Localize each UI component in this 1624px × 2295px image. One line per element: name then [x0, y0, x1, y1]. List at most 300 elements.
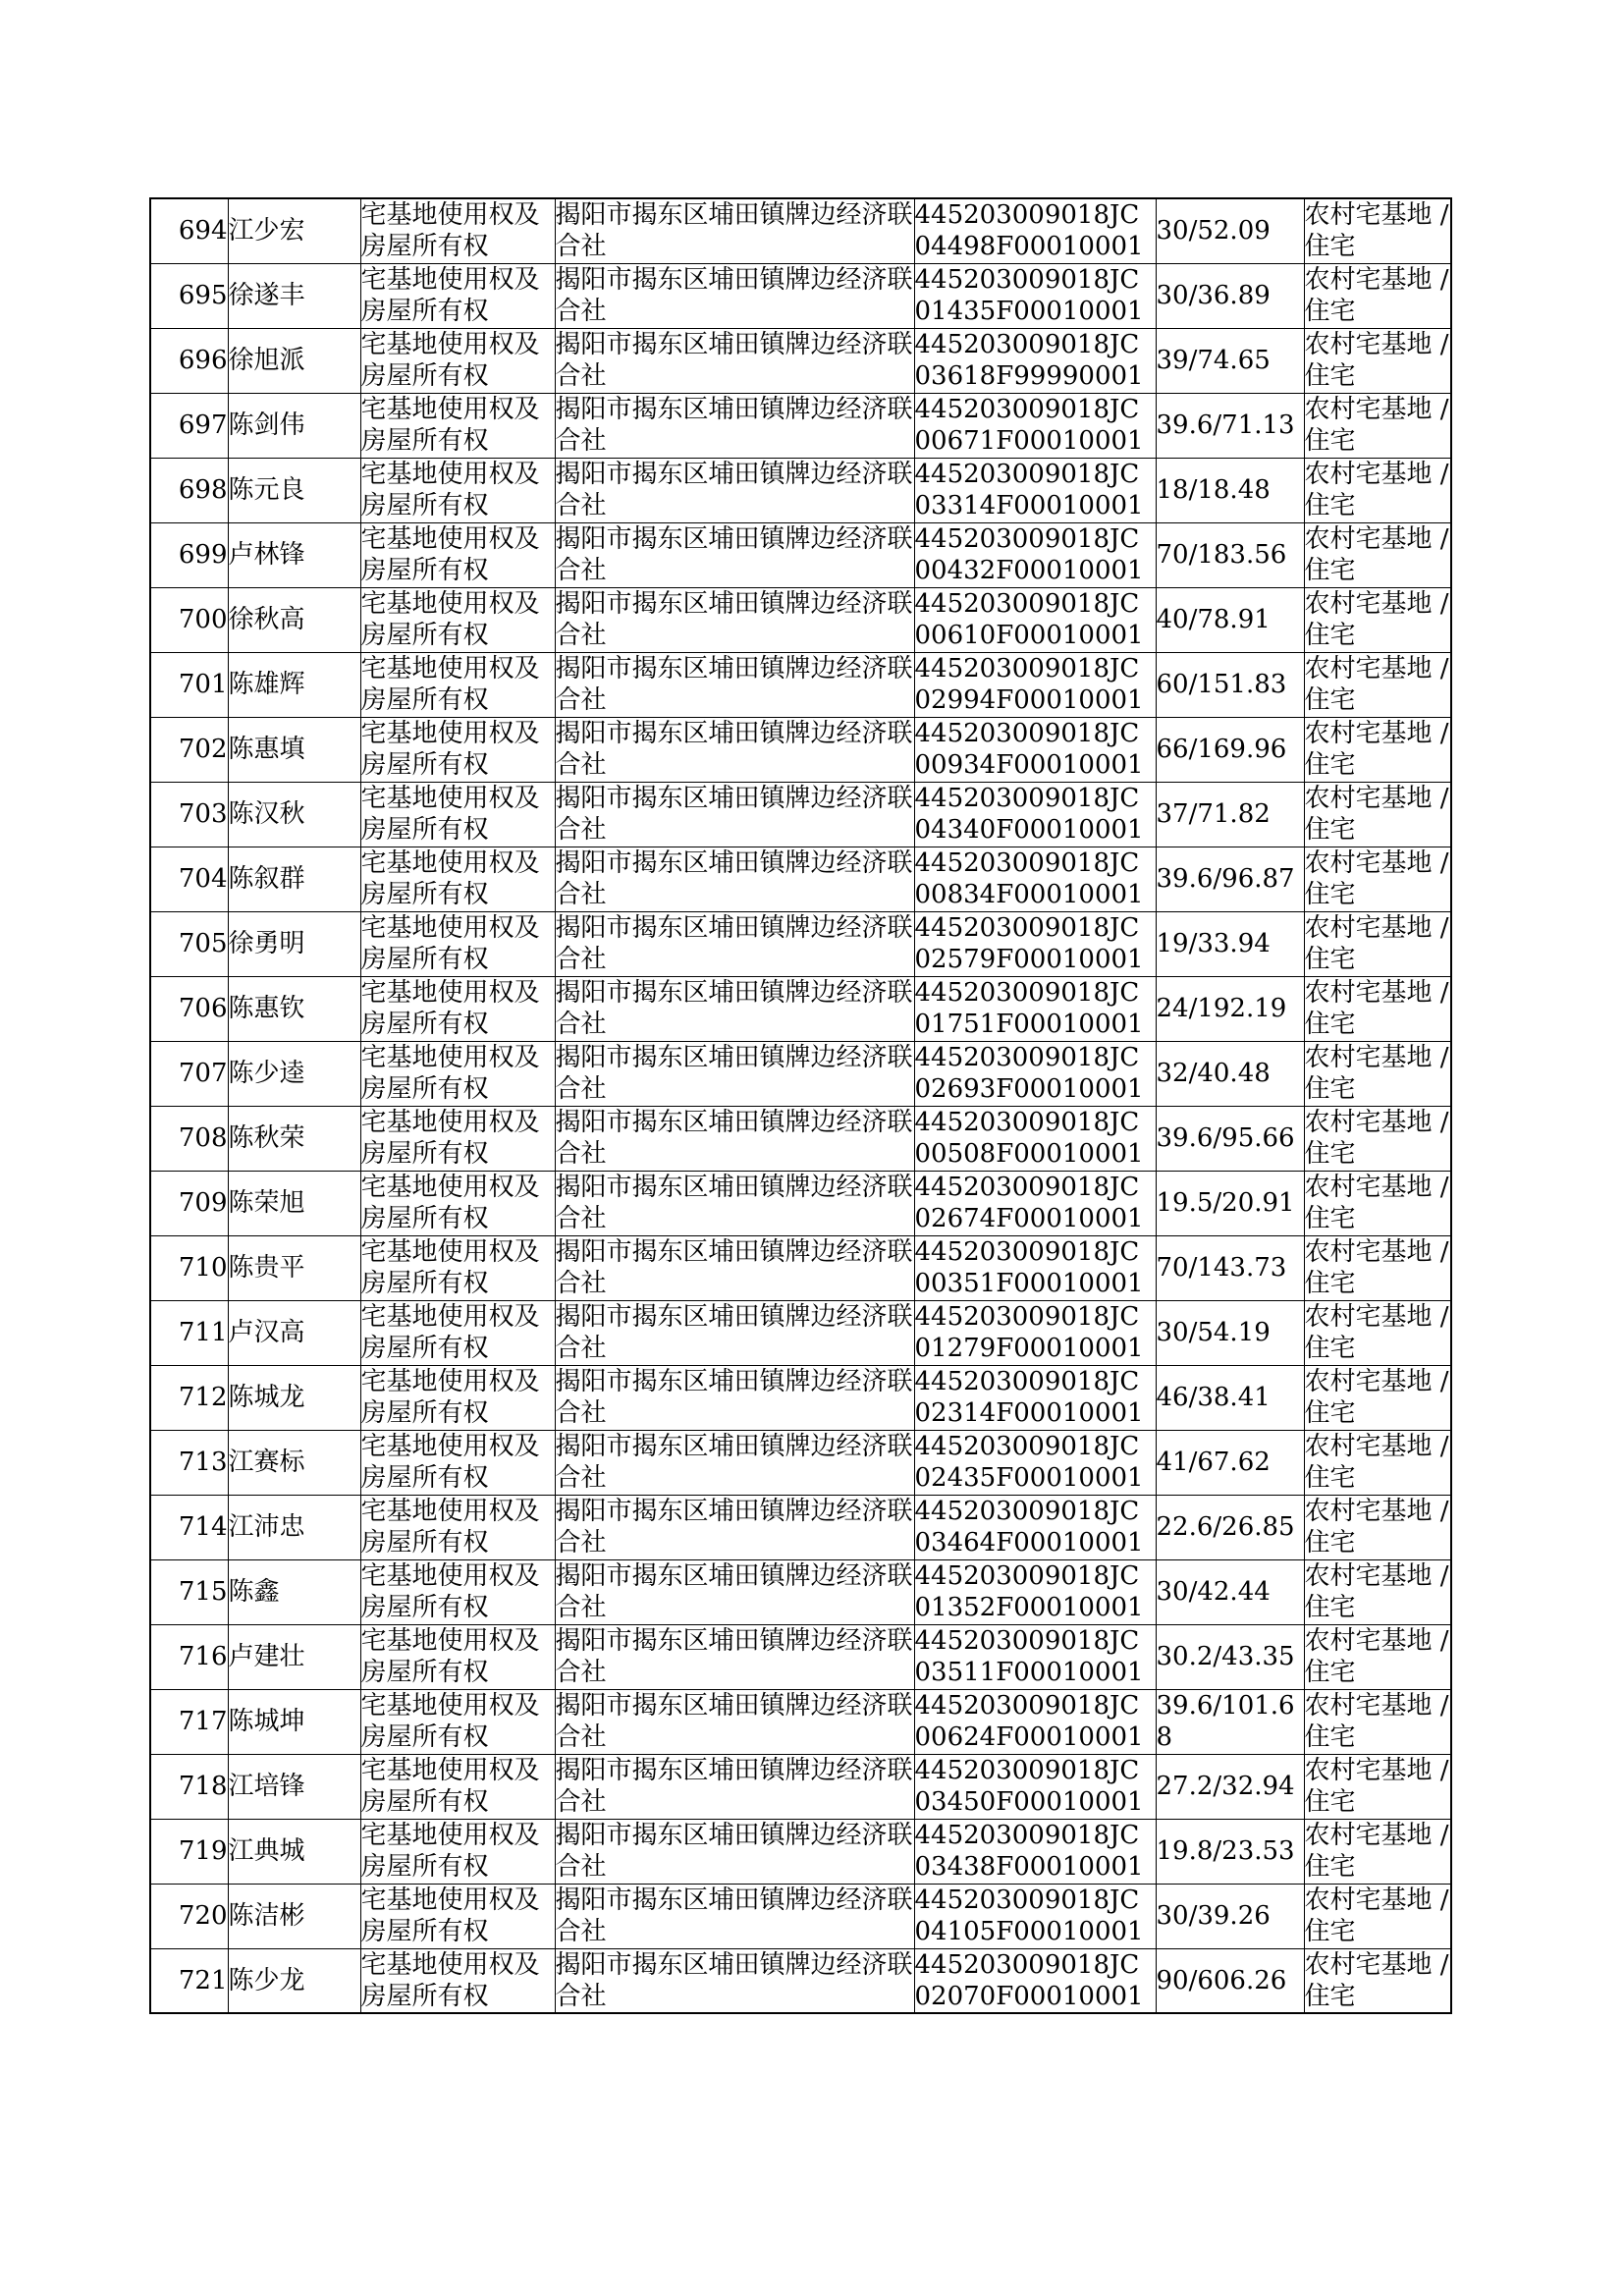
right-type-cell	[360, 328, 555, 393]
unit-code-cell	[914, 1819, 1156, 1884]
row-number-cell	[150, 198, 228, 263]
unit-code-cell	[914, 328, 1156, 393]
unit-code-text: 445203009018JC04498F00010001	[914, 200, 1144, 262]
area-cell	[1156, 522, 1304, 587]
right-type-text: 宅基地使用权及房屋所有权	[360, 330, 540, 391]
area-cell	[1156, 1430, 1304, 1495]
area-cell	[1156, 1689, 1304, 1754]
unit-code-cell	[914, 1106, 1156, 1171]
land-use-cell	[1304, 1235, 1451, 1300]
right-type-cell	[360, 717, 555, 782]
row-number-text: 716	[178, 1642, 228, 1671]
area-cell	[1156, 911, 1304, 976]
owner-name-text: 江沛忠	[228, 1512, 305, 1542]
land-use-cell	[1304, 1559, 1451, 1624]
land-use-cell	[1304, 198, 1451, 263]
location-cell	[555, 1884, 914, 1948]
right-type-cell	[360, 911, 555, 976]
right-type-text: 宅基地使用权及房屋所有权	[360, 1108, 540, 1169]
unit-code-text: 445203009018JC00671F00010001	[914, 395, 1144, 456]
land-use-text: 农村宅基地 / 住宅	[1304, 913, 1449, 974]
table-row	[150, 847, 1451, 911]
table-row	[150, 1884, 1451, 1948]
unit-code-text: 445203009018JC01435F00010001	[914, 265, 1144, 326]
row-number-cell	[150, 587, 228, 652]
location-text: 揭阳市揭东区埔田镇牌边经济联合社	[555, 1043, 913, 1104]
row-number-text: 695	[178, 281, 228, 310]
owner-name-text: 陈洁彬	[228, 1901, 305, 1931]
right-type-text: 宅基地使用权及房屋所有权	[360, 1691, 540, 1752]
row-number-cell	[150, 1559, 228, 1624]
unit-code-text: 445203009018JC00432F00010001	[914, 524, 1144, 585]
location-text: 揭阳市揭东区埔田镇牌边经济联合社	[555, 1302, 913, 1363]
area-text: 70/143.73	[1156, 1253, 1287, 1283]
area-text: 40/78.91	[1156, 605, 1271, 634]
unit-code-cell	[914, 652, 1156, 717]
land-use-cell	[1304, 1754, 1451, 1819]
row-number-text: 697	[178, 410, 228, 440]
owner-name-text: 陈雄辉	[228, 670, 305, 699]
owner-name-text: 徐旭派	[228, 346, 305, 375]
right-type-cell	[360, 1171, 555, 1235]
row-number-text: 720	[178, 1901, 228, 1931]
location-text: 揭阳市揭东区埔田镇牌边经济联合社	[555, 1691, 913, 1752]
owner-name-text: 陈叙群	[228, 864, 305, 894]
unit-code-text: 445203009018JC03511F00010001	[914, 1626, 1144, 1687]
area-cell	[1156, 1495, 1304, 1559]
location-text: 揭阳市揭东区埔田镇牌边经济联合社	[555, 1497, 913, 1557]
unit-code-cell	[914, 1884, 1156, 1948]
unit-code-cell	[914, 847, 1156, 911]
location-cell	[555, 847, 914, 911]
area-cell	[1156, 652, 1304, 717]
location-cell	[555, 393, 914, 458]
owner-name-cell	[228, 522, 360, 587]
right-type-text: 宅基地使用权及房屋所有权	[360, 1821, 540, 1882]
area-cell	[1156, 263, 1304, 328]
unit-code-text: 445203009018JC00934F00010001	[914, 719, 1144, 780]
area-text: 60/151.83	[1156, 670, 1287, 699]
land-use-text: 农村宅基地 / 住宅	[1304, 524, 1449, 585]
right-type-cell	[360, 782, 555, 847]
owner-name-cell	[228, 847, 360, 911]
right-type-text: 宅基地使用权及房屋所有权	[360, 913, 540, 974]
right-type-cell	[360, 1106, 555, 1171]
table-row	[150, 1430, 1451, 1495]
location-text: 揭阳市揭东区埔田镇牌边经济联合社	[555, 1561, 913, 1622]
row-number-text: 698	[178, 475, 228, 505]
land-use-cell	[1304, 587, 1451, 652]
table-row	[150, 458, 1451, 522]
area-cell	[1156, 1171, 1304, 1235]
row-number-text: 699	[178, 540, 228, 570]
location-text: 揭阳市揭东区埔田镇牌边经济联合社	[555, 654, 913, 715]
area-text: 39/74.65	[1156, 346, 1271, 375]
row-number-cell	[150, 1171, 228, 1235]
location-text: 揭阳市揭东区埔田镇牌边经济联合社	[555, 330, 913, 391]
row-number-text: 705	[178, 929, 228, 958]
right-type-text: 宅基地使用权及房屋所有权	[360, 848, 540, 909]
row-number-text: 713	[178, 1448, 228, 1477]
owner-name-cell	[228, 458, 360, 522]
land-use-cell	[1304, 1624, 1451, 1689]
owner-name-text: 陈少逵	[228, 1059, 305, 1088]
row-number-cell	[150, 522, 228, 587]
table-row	[150, 782, 1451, 847]
land-use-cell	[1304, 1300, 1451, 1365]
area-text: 90/606.26	[1156, 1965, 1287, 1995]
row-number-text: 696	[178, 346, 228, 375]
right-type-text: 宅基地使用权及房屋所有权	[360, 1497, 540, 1557]
location-cell	[555, 1624, 914, 1689]
owner-name-text: 陈秋荣	[228, 1123, 305, 1153]
area-text: 30/39.26	[1156, 1901, 1271, 1931]
area-text: 41/67.62	[1156, 1448, 1271, 1477]
row-number-text: 721	[178, 1965, 228, 1995]
area-cell	[1156, 587, 1304, 652]
unit-code-text: 445203009018JC02579F00010001	[914, 913, 1144, 974]
owner-name-text: 卢建壮	[228, 1642, 305, 1671]
land-use-cell	[1304, 1171, 1451, 1235]
location-cell	[555, 976, 914, 1041]
table-row	[150, 1300, 1451, 1365]
location-cell	[555, 1041, 914, 1106]
owner-name-text: 陈汉秋	[228, 799, 305, 829]
unit-code-text: 445203009018JC01352F00010001	[914, 1561, 1144, 1622]
land-use-text: 农村宅基地 / 住宅	[1304, 848, 1449, 909]
location-cell	[555, 1430, 914, 1495]
row-number-text: 701	[178, 670, 228, 699]
location-text: 揭阳市揭东区埔田镇牌边经济联合社	[555, 848, 913, 909]
unit-code-cell	[914, 1559, 1156, 1624]
row-number-text: 704	[178, 864, 228, 894]
location-text: 揭阳市揭东区埔田镇牌边经济联合社	[555, 1237, 913, 1298]
unit-code-text: 445203009018JC02994F00010001	[914, 654, 1144, 715]
unit-code-text: 445203009018JC04340F00010001	[914, 784, 1144, 845]
owner-name-cell	[228, 1365, 360, 1430]
location-cell	[555, 1819, 914, 1884]
row-number-cell	[150, 911, 228, 976]
registration-table	[149, 197, 1452, 2014]
right-type-text: 宅基地使用权及房屋所有权	[360, 460, 540, 520]
land-use-cell	[1304, 976, 1451, 1041]
area-text: 30/54.19	[1156, 1318, 1271, 1347]
owner-name-cell	[228, 911, 360, 976]
unit-code-text: 445203009018JC03450F00010001	[914, 1756, 1144, 1817]
land-use-cell	[1304, 393, 1451, 458]
land-use-cell	[1304, 1041, 1451, 1106]
row-number-cell	[150, 847, 228, 911]
unit-code-cell	[914, 458, 1156, 522]
area-cell	[1156, 328, 1304, 393]
unit-code-text: 445203009018JC02693F00010001	[914, 1043, 1144, 1104]
land-use-cell	[1304, 1365, 1451, 1430]
land-use-text: 农村宅基地 / 住宅	[1304, 1691, 1449, 1752]
land-use-text: 农村宅基地 / 住宅	[1304, 1626, 1449, 1687]
unit-code-cell	[914, 198, 1156, 263]
owner-name-cell	[228, 1884, 360, 1948]
table-row	[150, 1495, 1451, 1559]
owner-name-cell	[228, 198, 360, 263]
right-type-cell	[360, 1689, 555, 1754]
unit-code-cell	[914, 911, 1156, 976]
unit-code-cell	[914, 1041, 1156, 1106]
row-number-text: 718	[178, 1772, 228, 1801]
area-cell	[1156, 782, 1304, 847]
area-cell	[1156, 1300, 1304, 1365]
location-cell	[555, 717, 914, 782]
location-cell	[555, 1300, 914, 1365]
land-use-text: 农村宅基地 / 住宅	[1304, 654, 1449, 715]
location-text: 揭阳市揭东区埔田镇牌边经济联合社	[555, 784, 913, 845]
row-number-cell	[150, 782, 228, 847]
location-cell	[555, 1689, 914, 1754]
row-number-text: 703	[178, 799, 228, 829]
location-cell	[555, 328, 914, 393]
area-text: 19.8/23.53	[1156, 1836, 1295, 1866]
row-number-cell	[150, 1884, 228, 1948]
owner-name-cell	[228, 1689, 360, 1754]
area-cell	[1156, 458, 1304, 522]
land-use-text: 农村宅基地 / 住宅	[1304, 1821, 1449, 1882]
land-use-text: 农村宅基地 / 住宅	[1304, 1302, 1449, 1363]
owner-name-cell	[228, 587, 360, 652]
area-text: 27.2/32.94	[1156, 1772, 1295, 1801]
row-number-text: 706	[178, 994, 228, 1023]
area-text: 32/40.48	[1156, 1059, 1271, 1088]
owner-name-text: 江少宏	[228, 216, 305, 246]
owner-name-cell	[228, 263, 360, 328]
owner-name-text: 陈剑伟	[228, 410, 305, 440]
location-cell	[555, 1106, 914, 1171]
land-use-text: 农村宅基地 / 住宅	[1304, 1756, 1449, 1817]
right-type-cell	[360, 1948, 555, 2013]
owner-name-text: 江典城	[228, 1836, 305, 1866]
table-body	[150, 198, 1451, 2013]
location-text: 揭阳市揭东区埔田镇牌边经济联合社	[555, 913, 913, 974]
unit-code-text: 445203009018JC02674F00010001	[914, 1173, 1144, 1233]
right-type-text: 宅基地使用权及房屋所有权	[360, 524, 540, 585]
row-number-cell	[150, 1235, 228, 1300]
unit-code-cell	[914, 1495, 1156, 1559]
owner-name-text: 陈元良	[228, 475, 305, 505]
owner-name-cell	[228, 1041, 360, 1106]
location-text: 揭阳市揭东区埔田镇牌边经济联合社	[555, 1108, 913, 1169]
area-text: 30/42.44	[1156, 1577, 1271, 1607]
right-type-cell	[360, 1819, 555, 1884]
area-text: 18/18.48	[1156, 475, 1271, 505]
area-cell	[1156, 1819, 1304, 1884]
area-cell	[1156, 717, 1304, 782]
unit-code-text: 445203009018JC02314F00010001	[914, 1367, 1144, 1428]
row-number-cell	[150, 717, 228, 782]
location-cell	[555, 458, 914, 522]
unit-code-cell	[914, 522, 1156, 587]
unit-code-cell	[914, 717, 1156, 782]
land-use-cell	[1304, 328, 1451, 393]
row-number-cell	[150, 1106, 228, 1171]
area-text: 70/183.56	[1156, 540, 1287, 570]
right-type-cell	[360, 1559, 555, 1624]
area-cell	[1156, 1235, 1304, 1300]
right-type-cell	[360, 393, 555, 458]
row-number-cell	[150, 458, 228, 522]
area-text: 30/52.09	[1156, 216, 1271, 246]
right-type-cell	[360, 587, 555, 652]
location-text: 揭阳市揭东区埔田镇牌边经济联合社	[555, 1173, 913, 1233]
unit-code-cell	[914, 587, 1156, 652]
unit-code-text: 445203009018JC00351F00010001	[914, 1237, 1144, 1298]
row-number-text: 714	[178, 1512, 228, 1542]
right-type-cell	[360, 522, 555, 587]
area-cell	[1156, 1106, 1304, 1171]
row-number-cell	[150, 1041, 228, 1106]
row-number-text: 719	[178, 1836, 228, 1866]
owner-name-text: 江赛标	[228, 1448, 305, 1477]
right-type-text: 宅基地使用权及房屋所有权	[360, 1626, 540, 1687]
area-cell	[1156, 1041, 1304, 1106]
area-text: 24/192.19	[1156, 994, 1287, 1023]
unit-code-cell	[914, 1624, 1156, 1689]
land-use-text: 农村宅基地 / 住宅	[1304, 330, 1449, 391]
owner-name-cell	[228, 1235, 360, 1300]
owner-name-text: 陈城龙	[228, 1383, 305, 1412]
owner-name-cell	[228, 1300, 360, 1365]
unit-code-cell	[914, 1689, 1156, 1754]
owner-name-cell	[228, 782, 360, 847]
land-use-text: 农村宅基地 / 住宅	[1304, 1949, 1449, 2011]
location-text: 揭阳市揭东区埔田镇牌边经济联合社	[555, 1756, 913, 1817]
unit-code-text: 445203009018JC03464F00010001	[914, 1497, 1144, 1557]
land-use-cell	[1304, 717, 1451, 782]
right-type-cell	[360, 1495, 555, 1559]
unit-code-cell	[914, 976, 1156, 1041]
unit-code-text: 445203009018JC03438F00010001	[914, 1821, 1144, 1882]
location-text: 揭阳市揭东区埔田镇牌边经济联合社	[555, 1432, 913, 1493]
table-row	[150, 1559, 1451, 1624]
area-cell	[1156, 847, 1304, 911]
location-cell	[555, 1559, 914, 1624]
location-text: 揭阳市揭东区埔田镇牌边经济联合社	[555, 719, 913, 780]
right-type-text: 宅基地使用权及房屋所有权	[360, 1367, 540, 1428]
area-cell	[1156, 1884, 1304, 1948]
land-use-text: 农村宅基地 / 住宅	[1304, 265, 1449, 326]
unit-code-text: 445203009018JC00508F00010001	[914, 1108, 1144, 1169]
right-type-text: 宅基地使用权及房屋所有权	[360, 1173, 540, 1233]
row-number-cell	[150, 1754, 228, 1819]
location-text: 揭阳市揭东区埔田镇牌边经济联合社	[555, 1949, 913, 2011]
owner-name-text: 陈惠填	[228, 735, 305, 764]
right-type-cell	[360, 652, 555, 717]
table-row	[150, 976, 1451, 1041]
land-use-text: 农村宅基地 / 住宅	[1304, 460, 1449, 520]
table-row	[150, 1235, 1451, 1300]
right-type-text: 宅基地使用权及房屋所有权	[360, 200, 540, 262]
right-type-text: 宅基地使用权及房屋所有权	[360, 1043, 540, 1104]
owner-name-text: 徐勇明	[228, 929, 305, 958]
location-text: 揭阳市揭东区埔田镇牌边经济联合社	[555, 1626, 913, 1687]
land-use-text: 农村宅基地 / 住宅	[1304, 1367, 1449, 1428]
location-text: 揭阳市揭东区埔田镇牌边经济联合社	[555, 265, 913, 326]
owner-name-cell	[228, 717, 360, 782]
location-text: 揭阳市揭东区埔田镇牌边经济联合社	[555, 1367, 913, 1428]
unit-code-cell	[914, 1754, 1156, 1819]
table-row	[150, 587, 1451, 652]
land-use-text: 农村宅基地 / 住宅	[1304, 200, 1449, 262]
right-type-cell	[360, 1624, 555, 1689]
location-cell	[555, 1171, 914, 1235]
row-number-text: 709	[178, 1188, 228, 1218]
row-number-cell	[150, 976, 228, 1041]
owner-name-text: 徐秋高	[228, 605, 305, 634]
right-type-cell	[360, 1754, 555, 1819]
location-text: 揭阳市揭东区埔田镇牌边经济联合社	[555, 200, 913, 262]
owner-name-text: 江培锋	[228, 1772, 305, 1801]
location-text: 揭阳市揭东区埔田镇牌边经济联合社	[555, 589, 913, 650]
area-text: 19.5/20.91	[1156, 1188, 1295, 1218]
unit-code-text: 445203009018JC00624F00010001	[914, 1691, 1144, 1752]
right-type-text: 宅基地使用权及房屋所有权	[360, 654, 540, 715]
area-text: 39.6/71.13	[1156, 410, 1295, 440]
row-number-cell	[150, 1495, 228, 1559]
owner-name-text: 徐遂丰	[228, 281, 305, 310]
owner-name-cell	[228, 976, 360, 1041]
right-type-text: 宅基地使用权及房屋所有权	[360, 1561, 540, 1622]
owner-name-cell	[228, 1624, 360, 1689]
right-type-cell	[360, 1430, 555, 1495]
land-use-text: 农村宅基地 / 住宅	[1304, 1043, 1449, 1104]
row-number-text: 711	[178, 1318, 228, 1347]
unit-code-cell	[914, 1171, 1156, 1235]
unit-code-text: 445203009018JC00834F00010001	[914, 848, 1144, 909]
land-use-cell	[1304, 782, 1451, 847]
location-cell	[555, 1495, 914, 1559]
right-type-cell	[360, 458, 555, 522]
row-number-text: 702	[178, 735, 228, 764]
table-row	[150, 717, 1451, 782]
owner-name-cell	[228, 1559, 360, 1624]
right-type-text: 宅基地使用权及房屋所有权	[360, 1885, 540, 1946]
right-type-cell	[360, 976, 555, 1041]
table-row	[150, 1754, 1451, 1819]
land-use-cell	[1304, 458, 1451, 522]
right-type-cell	[360, 263, 555, 328]
area-cell	[1156, 1948, 1304, 2013]
land-use-text: 农村宅基地 / 住宅	[1304, 1237, 1449, 1298]
unit-code-cell	[914, 393, 1156, 458]
unit-code-cell	[914, 1430, 1156, 1495]
right-type-cell	[360, 1041, 555, 1106]
unit-code-cell	[914, 263, 1156, 328]
right-type-text: 宅基地使用权及房屋所有权	[360, 719, 540, 780]
area-cell	[1156, 393, 1304, 458]
land-use-text: 农村宅基地 / 住宅	[1304, 589, 1449, 650]
location-cell	[555, 1754, 914, 1819]
right-type-text: 宅基地使用权及房屋所有权	[360, 395, 540, 456]
land-use-cell	[1304, 1689, 1451, 1754]
area-text: 30.2/43.35	[1156, 1642, 1295, 1671]
owner-name-cell	[228, 328, 360, 393]
table-row	[150, 1106, 1451, 1171]
land-use-cell	[1304, 652, 1451, 717]
area-text: 19/33.94	[1156, 929, 1271, 958]
land-use-text: 农村宅基地 / 住宅	[1304, 978, 1449, 1039]
table-row	[150, 1365, 1451, 1430]
right-type-text: 宅基地使用权及房屋所有权	[360, 1949, 540, 2011]
location-cell	[555, 1948, 914, 2013]
land-use-cell	[1304, 1884, 1451, 1948]
unit-code-text: 445203009018JC01279F00010001	[914, 1302, 1144, 1363]
